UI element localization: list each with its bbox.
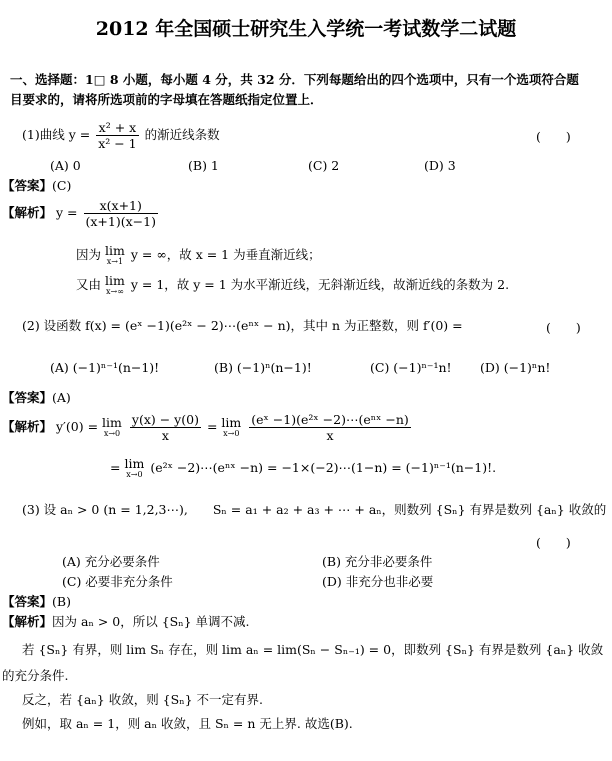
q3-option-a: (A) 充分必要条件 — [62, 554, 160, 569]
q2-lim2: lim — [221, 415, 242, 431]
q2-l2-lim: lim — [124, 456, 145, 471]
q1-l2-lim: lim — [105, 273, 125, 288]
q3-explain-e1: 因为 aₙ > 0，所以 {Sₙ} 单调不减. — [52, 614, 250, 629]
q3-answer-blank: ( ) — [536, 535, 571, 550]
q2-explanation-line1 — [2, 412, 413, 443]
q1-fraction — [96, 120, 138, 151]
q1-l1-text-b: y = ∞，故 x = 1 为垂直渐近线； — [130, 246, 321, 262]
q3-explanation-line1 — [2, 614, 250, 629]
q1-option-c: (C) 2 — [308, 158, 340, 173]
q2-explain-limit2 — [221, 417, 241, 438]
q1-answer — [2, 178, 71, 193]
q3-answer-value: (B) — [52, 594, 71, 609]
q2-lim1: lim — [102, 415, 122, 431]
q1-frac-num: x² + x — [96, 120, 138, 136]
q3-option-c: (C) 必要非充分条件 — [62, 574, 173, 589]
q2-frac1-den: x — [161, 428, 169, 443]
q3-explanation-line5: 例如，取 aₙ = 1，则 aₙ 收敛，且 Sₙ = n 无上界. 故选(B). — [22, 716, 353, 731]
q1-explain-fraction — [84, 198, 158, 229]
q2-explain-limit1 — [102, 417, 122, 438]
q1-explain-num: x(x+1) — [84, 198, 158, 214]
q1-l1-limit — [105, 245, 125, 266]
q2-l2-rest: (e²ˣ −2)⋯(eⁿˣ −n) = −1×(−2)⋯(1−n) = (−1)ⁿ⁻¹(n−1)!. — [150, 459, 497, 475]
q2-lim1-sub: x→0 — [103, 428, 121, 438]
q3-stem: (3) 设 aₙ > 0 (n = 1,2,3⋯), Sₙ = a₁ + a₂ + a₃ + ⋯ + aₙ，则数列 {Sₙ} 有界是数列 {aₙ} 收敛的 — [22, 502, 607, 517]
q1-l2-lim-sub: x→∞ — [105, 286, 124, 296]
q2-explain-label: 【解析】 — [2, 419, 53, 434]
q2-explanation-line2 — [110, 458, 496, 479]
q2-explain-lhs: y′(0) = — [56, 419, 99, 434]
q3-option-b: (B) 充分非必要条件 — [322, 554, 433, 569]
q1-l1-lim-sub: x→1 — [106, 256, 124, 266]
q1-prefix: (1)曲线 — [22, 127, 65, 142]
q1-option-a: (A) 0 — [50, 158, 81, 173]
q3-explanation-line3: 的充分条件. — [2, 668, 69, 683]
q2-answer-value: (A) — [52, 390, 71, 405]
q2-eq: = — [206, 419, 218, 434]
q2-option-c: (C) (−1)ⁿ⁻¹n! — [370, 360, 452, 375]
page-title: 2012 年全国硕士研究生入学统一考试数学二试题 — [95, 18, 517, 40]
q1-option-b: (B) 1 — [188, 158, 219, 173]
q2-answer — [2, 390, 71, 405]
q1-l1-lim: lim — [105, 243, 125, 258]
q1-answer-label: 【答案】 — [2, 178, 53, 193]
q1-option-d: (D) 3 — [424, 158, 456, 173]
q2-frac2-num: (eˣ −1)(e²ˣ −2)⋯(eⁿˣ −n) — [251, 412, 409, 427]
q3-answer-label: 【答案】 — [2, 594, 53, 609]
q2-lim2-sub: x→0 — [223, 428, 240, 438]
section-instruction-line1: 一、选择题：1□ 8 小题，每小题 4 分，共 32 分．下列每题给出的四个选项中，只有一个选项符合题 — [10, 72, 579, 87]
q1-l2-limit — [105, 275, 125, 296]
q2-l2-eq: = — [110, 459, 121, 475]
q2-option-b: (B) (−1)ⁿ(n−1)! — [214, 360, 312, 375]
q1-explain-line2 — [76, 275, 509, 296]
q1-suffix: 的渐近线条数 — [144, 127, 220, 142]
q2-answer-label: 【答案】 — [2, 390, 53, 405]
q3-explanation-line4: 反之，若 {aₙ} 收敛，则 {Sₙ} 不一定有界. — [22, 692, 264, 707]
q2-stem: (2) 设函数 f(x) = (eˣ −1)(e²ˣ − 2)⋯(eⁿˣ − n)，其中 n 为正整数，则 f′(0) = — [22, 318, 463, 333]
q1-frac-den: x² − 1 — [98, 136, 137, 151]
q2-explain-frac2 — [249, 412, 411, 443]
q1-explain-den: (x+1)(x−1) — [85, 214, 156, 229]
q2-l2-limit — [124, 458, 144, 479]
q2-explain-frac1 — [130, 412, 201, 443]
q1-l1-text-a: 因为 — [76, 246, 102, 262]
q1-l2-text-b: y = 1，故 y = 1 为水平渐近线，无斜渐近线，故渐近线的条数为 2. — [130, 276, 510, 292]
q1-explanation — [2, 198, 160, 229]
q1-explain-line1 — [76, 245, 321, 266]
q2-option-d: (D) (−1)ⁿn! — [480, 360, 551, 375]
q1-answer-value: (C) — [52, 178, 72, 193]
q3-explain-label: 【解析】 — [2, 614, 53, 629]
q2-answer-blank: ( ) — [546, 320, 581, 335]
section-instruction-line2: 目要求的，请将所选项前的字母填在答题纸指定位置上． — [10, 92, 323, 107]
q1-stem — [22, 120, 220, 151]
q2-frac1-num: y(x) − y(0) — [131, 412, 199, 427]
q1-explain-y: y = — [56, 205, 78, 220]
q2-frac2-den: x — [326, 428, 334, 443]
q1-explain-label: 【解析】 — [2, 205, 53, 220]
q3-option-d: (D) 非充分也非必要 — [322, 574, 434, 589]
q1-l2-text-a: 又由 — [76, 276, 102, 292]
q2-option-a: (A) (−1)ⁿ⁻¹(n−1)! — [50, 360, 160, 375]
q1-yeq: y = — [68, 127, 91, 142]
q3-explanation-line2: 若 {Sₙ} 有界，则 lim Sₙ 存在，则 lim aₙ = lim(Sₙ − Sₙ₋₁) = 0，即数列 {Sₙ} 有界是数列 {aₙ} 收敛 — [22, 642, 604, 657]
q2-l2-lim-sub: x→0 — [126, 469, 143, 479]
q3-answer — [2, 594, 71, 609]
q1-answer-blank: ( ) — [536, 129, 571, 144]
